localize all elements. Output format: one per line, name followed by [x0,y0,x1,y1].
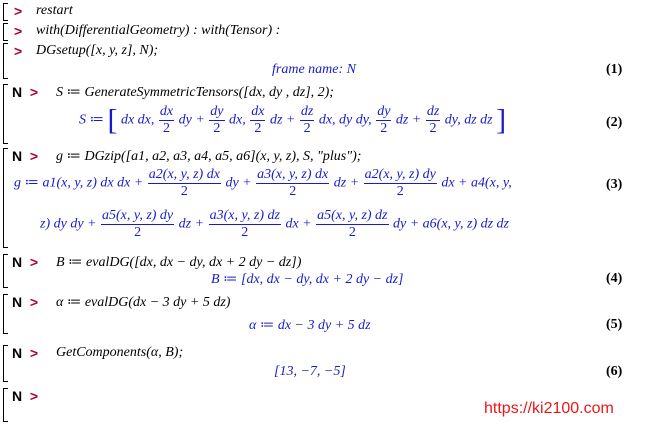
frame-prompt: N > [12,254,39,270]
input-line-evaldg-basis[interactable]: B ≔ evalDG([dx, dx − dy, dx + 2 dy − dz]) [56,255,302,270]
output-metric-line-2: z) dy dy + $\frac{a5(x, y, z) dy}{2}$ dz + $\frac{a3(x, y, z) dz}{2}$ dx + $\frac{a5(x, y, z) dz}{2}$ dy + a6(x, y, z) dz dz [40,208,510,240]
input-line-dgzip[interactable]: g ≔ DGzip([a1, a2, a3, a4, a5, a6](x, y, z), S, "plus"); [56,149,362,164]
input-prompt: > [14,43,23,59]
output-components: [13, −7, −5] [274,364,346,379]
frame-prompt: N > [12,84,39,100]
input-prompt: > [14,3,23,19]
equation-label: (1) [606,62,623,77]
frame-prompt: N > [12,148,39,164]
input-line-generate-tensors[interactable]: S ≔ GenerateSymmetricTensors([dx, dy , dz], 2); [56,85,334,100]
output-frame-name: frame name: N [272,62,356,77]
execution-group-bracket[interactable] [3,23,8,41]
execution-group-bracket[interactable] [3,294,8,334]
equation-label: (3) [606,177,623,192]
input-line-getcomponents[interactable]: GetComponents(α, B); [56,345,184,360]
execution-group-bracket[interactable] [3,345,8,382]
frame-prompt: N > [12,294,39,310]
watermark-text: https://ki2100.com [484,400,614,417]
output-basis: B ≔ [dx, dx − dy, dx + 2 dy − dz] [211,272,404,287]
frame-prompt: N > [12,345,39,361]
execution-group-bracket[interactable] [3,148,8,248]
equation-label: (6) [606,364,623,379]
equation-label: (4) [606,271,623,286]
execution-group-bracket[interactable] [3,43,8,79]
output-metric-line-1: g ≔ a1(x, y, z) dx dx + $\frac{a2(x, y, z) dx}{2}$ dy + $\frac{a3(x, y, z) dx}{2}$ dz + $\frac{a2(x, y, z) dy}{2}$ dx + a4(x, y, [14,167,512,199]
execution-group-bracket[interactable] [3,3,8,21]
output-symmetric-tensors: S ≔ [ dx dx, $\frac{dx}{2}$ dy + $\frac{dy}{2}$ dx, $\frac{dx}{2}$ dz + $\frac{dz}{2}$ dx, dy dy, $\frac{dy}{2}$ dz + $\frac{dz}{2}$ dy, dz dz ] [79,103,507,137]
execution-group-bracket[interactable] [3,388,8,422]
input-line-restart[interactable]: restart [36,3,73,18]
input-line-with-packages[interactable]: with(DifferentialGeometry) : with(Tensor) : [36,23,281,38]
execution-group-bracket[interactable] [3,84,8,144]
frame-prompt[interactable]: N > [12,388,39,404]
input-line-dgsetup[interactable]: DGsetup([x, y, z], N); [36,43,159,58]
equation-label: (2) [606,115,623,130]
input-line-evaldg-alpha[interactable]: α ≔ evalDG(dx − 3 dy + 5 dz) [56,295,231,310]
equation-label: (5) [606,317,623,332]
output-alpha: α ≔ dx − 3 dy + 5 dz [249,318,371,333]
input-prompt: > [14,23,23,39]
execution-group-bracket[interactable] [3,254,8,288]
